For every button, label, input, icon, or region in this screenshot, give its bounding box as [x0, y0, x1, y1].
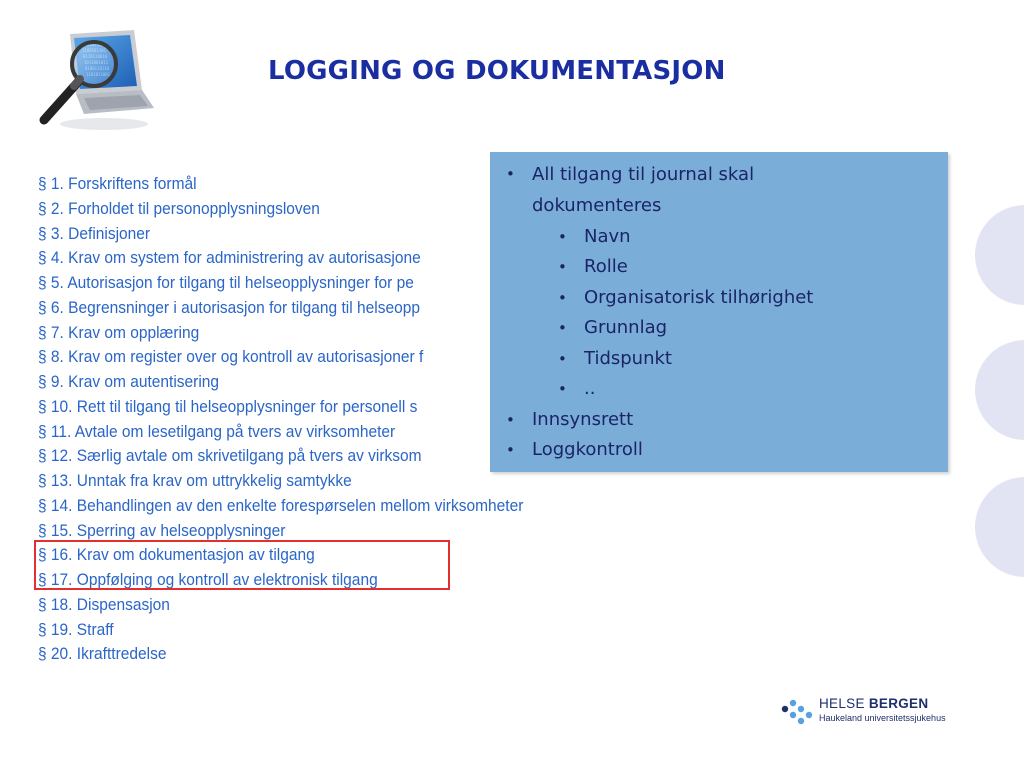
- bullet-icon: •: [506, 165, 515, 183]
- list-item: § 14. Behandlingen av den enkelte forespørselen mellom virksomheter: [38, 496, 524, 515]
- page-title: LOGGING OG DOKUMENTASJON: [268, 56, 726, 86]
- info-item: [500, 435, 813, 466]
- info-item-label: Innsynsrett: [532, 408, 634, 430]
- list-item: § 2. Forholdet til personopplysningsloven: [38, 199, 320, 218]
- bullet-icon: •: [558, 227, 567, 246]
- bullet-icon: •: [558, 349, 567, 368]
- laptop-magnifier-icon: [30, 28, 158, 136]
- info-item-label: Navn: [584, 225, 631, 247]
- brand-dots-icon: [781, 696, 817, 726]
- info-item-label: All tilgang til journal skal dokumenteres: [532, 164, 755, 216]
- list-item: § 18. Dispensasjon: [38, 595, 170, 614]
- brand-name: HELSE BERGEN: [819, 696, 929, 711]
- bullet-icon: •: [506, 441, 515, 459]
- bullet-icon: •: [558, 288, 567, 307]
- list-item: § 19. Straff: [38, 620, 114, 639]
- bullet-icon: •: [558, 380, 567, 398]
- bullet-icon: •: [558, 258, 567, 276]
- info-item-label: Loggkontroll: [532, 439, 643, 460]
- list-item: § 13. Unntak fra krav om uttrykkelig samtykke: [38, 472, 352, 490]
- info-subitem: [500, 344, 813, 375]
- info-subitem: [500, 252, 813, 283]
- info-list: [500, 159, 813, 466]
- list-item: § 1. Forskriftens formål: [38, 175, 197, 193]
- info-item-label: Tidspunkt: [584, 347, 672, 369]
- info-item: [500, 159, 813, 222]
- info-box: [490, 152, 948, 472]
- info-item-label: Rolle: [584, 256, 628, 277]
- highlight-box: [34, 540, 450, 590]
- list-item: § 3. Definisjoner: [38, 224, 151, 243]
- info-item-label: ..: [584, 378, 596, 399]
- list-item: § 15. Sperring av helseopplysninger: [38, 521, 286, 540]
- list-item: § 20. Ikrafttredelse: [38, 645, 167, 664]
- list-item: § 17. Oppfølging og kontroll av elektronisk tilgang: [38, 571, 378, 589]
- info-item: [500, 405, 813, 436]
- info-subitem: [500, 313, 813, 344]
- list-item: § 5. Autorisasjon for tilgang til helseopplysninger for pe: [38, 274, 414, 292]
- list-item: § 16. Krav om dokumentasjon av tilgang: [38, 546, 315, 565]
- list-item: § 4. Krav om system for administrering av autorisasjone: [38, 249, 421, 268]
- decorative-circle: [975, 477, 1024, 577]
- decorative-circle: [975, 205, 1024, 305]
- list-item: § 12. Særlig avtale om skrivetilgang på tvers av virksom: [38, 447, 422, 466]
- bullet-icon: •: [506, 410, 515, 429]
- bullet-icon: •: [558, 319, 567, 337]
- brand-subtitle: Haukeland universitetssjukehus: [819, 713, 946, 723]
- list-item: § 8. Krav om register over og kontroll av autorisasjoner f: [38, 348, 424, 367]
- info-item-label: Organisatorisk tilhørighet: [584, 286, 814, 308]
- brand-logo: [781, 696, 981, 736]
- list-item: § 6. Begrensninger i autorisasjon for tilgang til helseopp: [38, 298, 420, 317]
- info-subitem: [500, 283, 813, 314]
- info-item-label: Grunnlag: [584, 317, 668, 338]
- info-subitem: [500, 374, 813, 405]
- info-subitem: [500, 222, 813, 253]
- list-item: § 9. Krav om autentisering: [38, 373, 220, 391]
- list-item: § 7. Krav om opplæring: [38, 323, 200, 342]
- list-item: § 10. Rett til tilgang til helseopplysninger for personell s: [38, 397, 418, 416]
- decorative-circle: [975, 340, 1024, 440]
- list-item: § 11. Avtale om lesetilgang på tvers av virksomheter: [38, 422, 396, 441]
